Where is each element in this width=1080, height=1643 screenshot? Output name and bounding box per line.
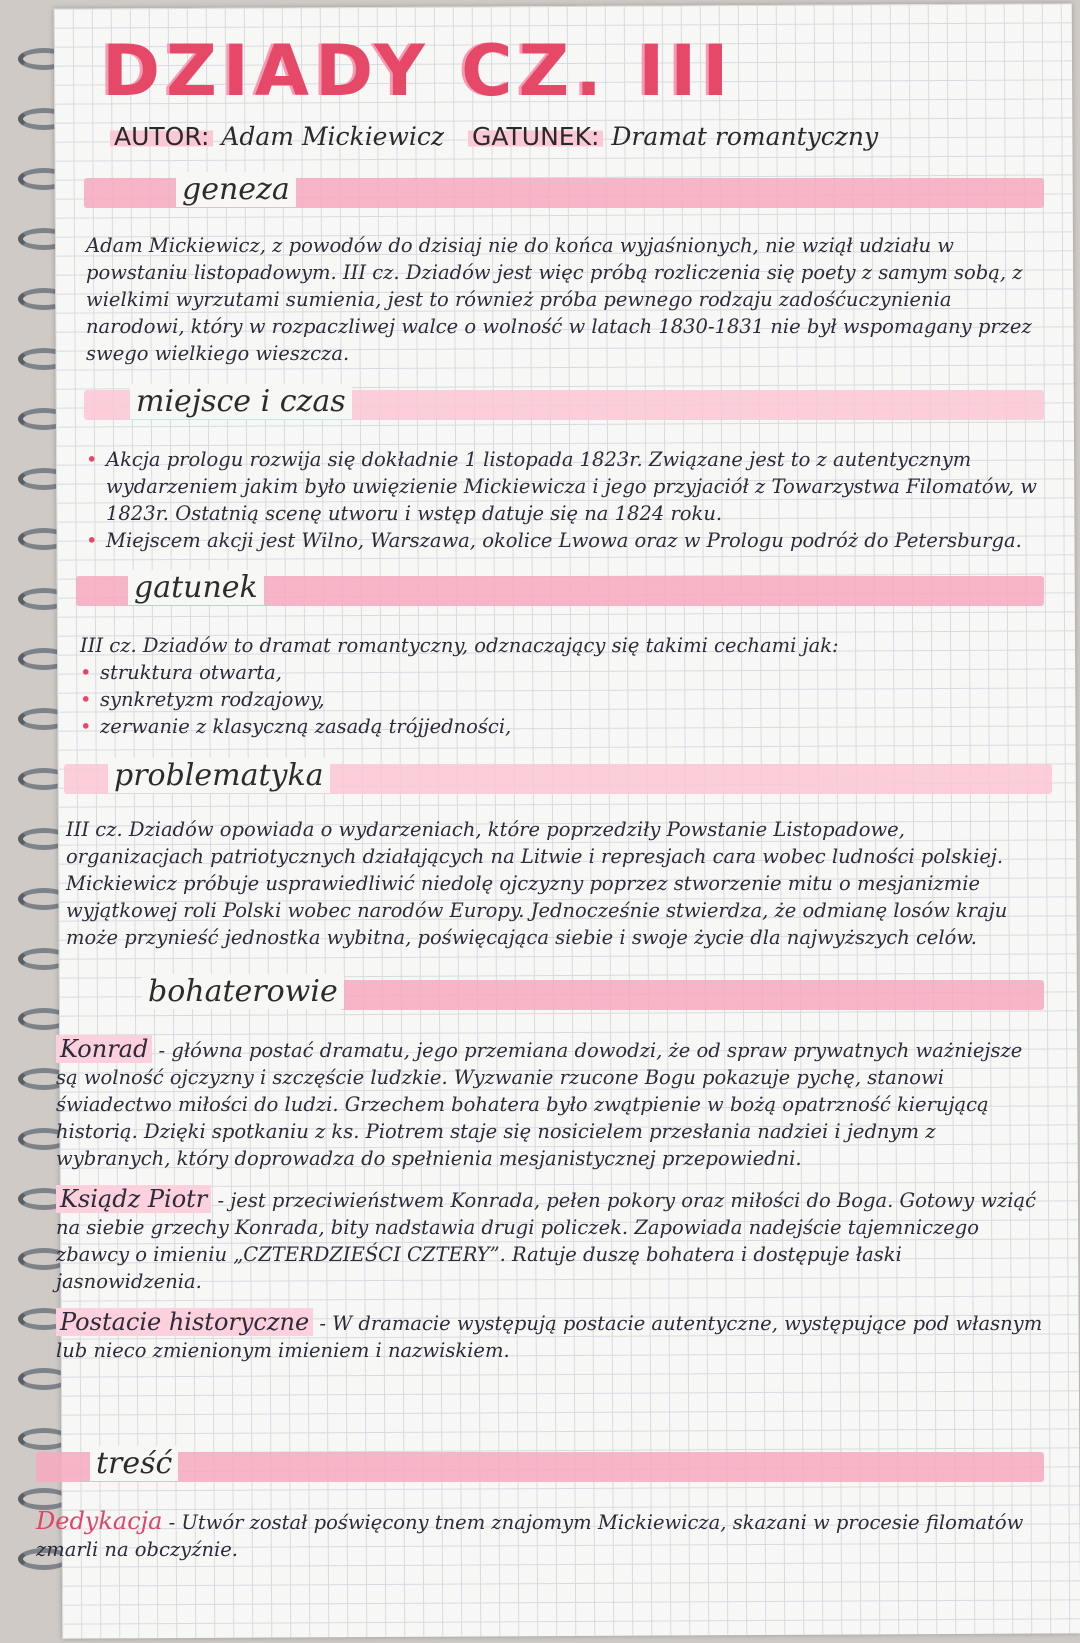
piotr-name: Ksiądz Piotr xyxy=(56,1185,211,1213)
dedykacja-name: Dedykacja xyxy=(36,1507,163,1535)
list-item: • Miejscem akcji jest Wilno, Warszawa, okolice Lwowa oraz w Prologu podróż do Petersburga. xyxy=(86,527,1041,554)
dedykacja-paragraph: Dedykacja - Utwór został poświęcony tnem znajomym Mickiewicza, skazani w procesie filomatów zmarli na obczyźnie. xyxy=(36,1507,1024,1561)
list-item: • synkretyzm rodzajowy, xyxy=(80,686,1040,713)
problematyka-heading: problematyka xyxy=(108,758,330,793)
list-item: • struktura otwarta, xyxy=(80,659,1040,686)
problematyka-text: III cz. Dziadów opowiada o wydarzeniach, które poprzedziły Powstanie Listopadowe, organizacjach patriotycznych działających na Litwie i represjach cara wobec ludności polskiej. Mickiewicz próbuje usprawiedliwić niedolę ojczyzny poprzez stworzenie mitu o mesjanizmie wyjątkowej roli Polski wobec narodów Europy. Jednocześnie stwierdza, że odmianę losów kraju może przynieść jednostka wybitna, poświęcająca siebie i swoje życie dla najwyższych celów. xyxy=(66,818,1008,949)
geneza-text: Adam Mickiewicz, z powodów do dzisiaj nie do końca wyjaśnionych, nie wziął udziału w powstaniu listopadowym. III cz. Dziadów jest więc próbą rozliczenia się poety z samym sobą, z wielkimi wyrzutami sumienia, jest to również próba pewnego rodzaju zadośćuczynienia narodowi, który w rozpaczliwej walce o wolność w latach 1830-1831 nie był wspomagany przez swego wielkiego wieszcza. xyxy=(86,234,1032,365)
tresc-text xyxy=(36,1508,1044,1563)
genre-label: GATUNEK: xyxy=(468,122,603,151)
page-title: DZIADY CZ. III xyxy=(102,30,735,112)
author-line xyxy=(110,122,444,151)
bohaterowie-highlight xyxy=(340,980,1044,1010)
miejsce-heading: miejsce i czas xyxy=(130,384,352,419)
tresc-highlight xyxy=(36,1452,1044,1482)
tresc-heading: treść xyxy=(90,1446,178,1481)
list-item: • zerwanie z klasyczną zasadą trójjedności, xyxy=(80,713,1040,740)
bohaterowie-text xyxy=(56,1036,1044,1364)
konrad-name: Konrad xyxy=(56,1035,152,1063)
bohaterowie-heading: bohaterowie xyxy=(142,974,344,1009)
historyczne-name: Postacie historyczne xyxy=(56,1308,313,1336)
genre-value: Dramat romantyczny xyxy=(611,122,879,151)
author-value: Adam Mickiewicz xyxy=(221,122,445,151)
genre-line xyxy=(468,122,878,151)
miejsce-list xyxy=(86,446,1041,554)
author-label: AUTOR: xyxy=(110,122,213,151)
gatunek-heading: gatunek xyxy=(128,570,264,605)
geneza-heading: geneza xyxy=(176,172,296,207)
konrad-paragraph: Konrad - główna postać dramatu, jego przemiana dowodzi, że od spraw prywatnych ważniejsze są wolność ojczyzny i szczęście ludzkie. Wyzwanie rzucone Bogu pokazuje pychę, stanowi świadectwo miłości do ludzi. Grzechem bohatera było zwątpienie w bożą opatrzność kierującą historią. Dzięki spotkaniu z ks. Piotrem staje się nosicielem przesłania nadziei i jednym z wybranych, który doprowadza do spełnienia mesjanistycznej przepowiedni. xyxy=(56,1035,1023,1170)
historyczne-paragraph: Postacie historyczne - W dramacie występują postacie autentyczne, występujące pod własnym lub nieco zmienionym imieniem i nazwiskiem. xyxy=(56,1308,1043,1362)
piotr-paragraph: Ksiądz Piotr - jest przeciwieństwem Konrada, pełen pokory oraz miłości do Boga. Gotowy wziąć na siebie grzechy Konrada, bity nadstawia drugi policzek. Zapowiada nadejście tajemniczego zbawcy o imieniu „CZTERDZIEŚCI CZTERY”. Ratuje duszę bohatera i dostępuje łaski jasnowidzenia. xyxy=(56,1185,1037,1293)
gatunek-text: III cz. Dziadów to dramat romantyczny, odznaczający się takimi cechami jak: • struktura otwarta, • synkretyzm rodzajowy, • zerwanie z klasyczną zasadą trójjedności, xyxy=(80,632,1040,740)
list-item: • Akcja prologu rozwija się dokładnie 1 listopada 1823r. Związane jest to z autentycznym wydarzeniem jakim było uwięzienie Mickiewicza i jego przyjaciół z Towarzystwa Filomatów, w 1823r. Ostatnią scenę utworu i wstęp datuje się na 1824 roku. xyxy=(86,446,1041,527)
